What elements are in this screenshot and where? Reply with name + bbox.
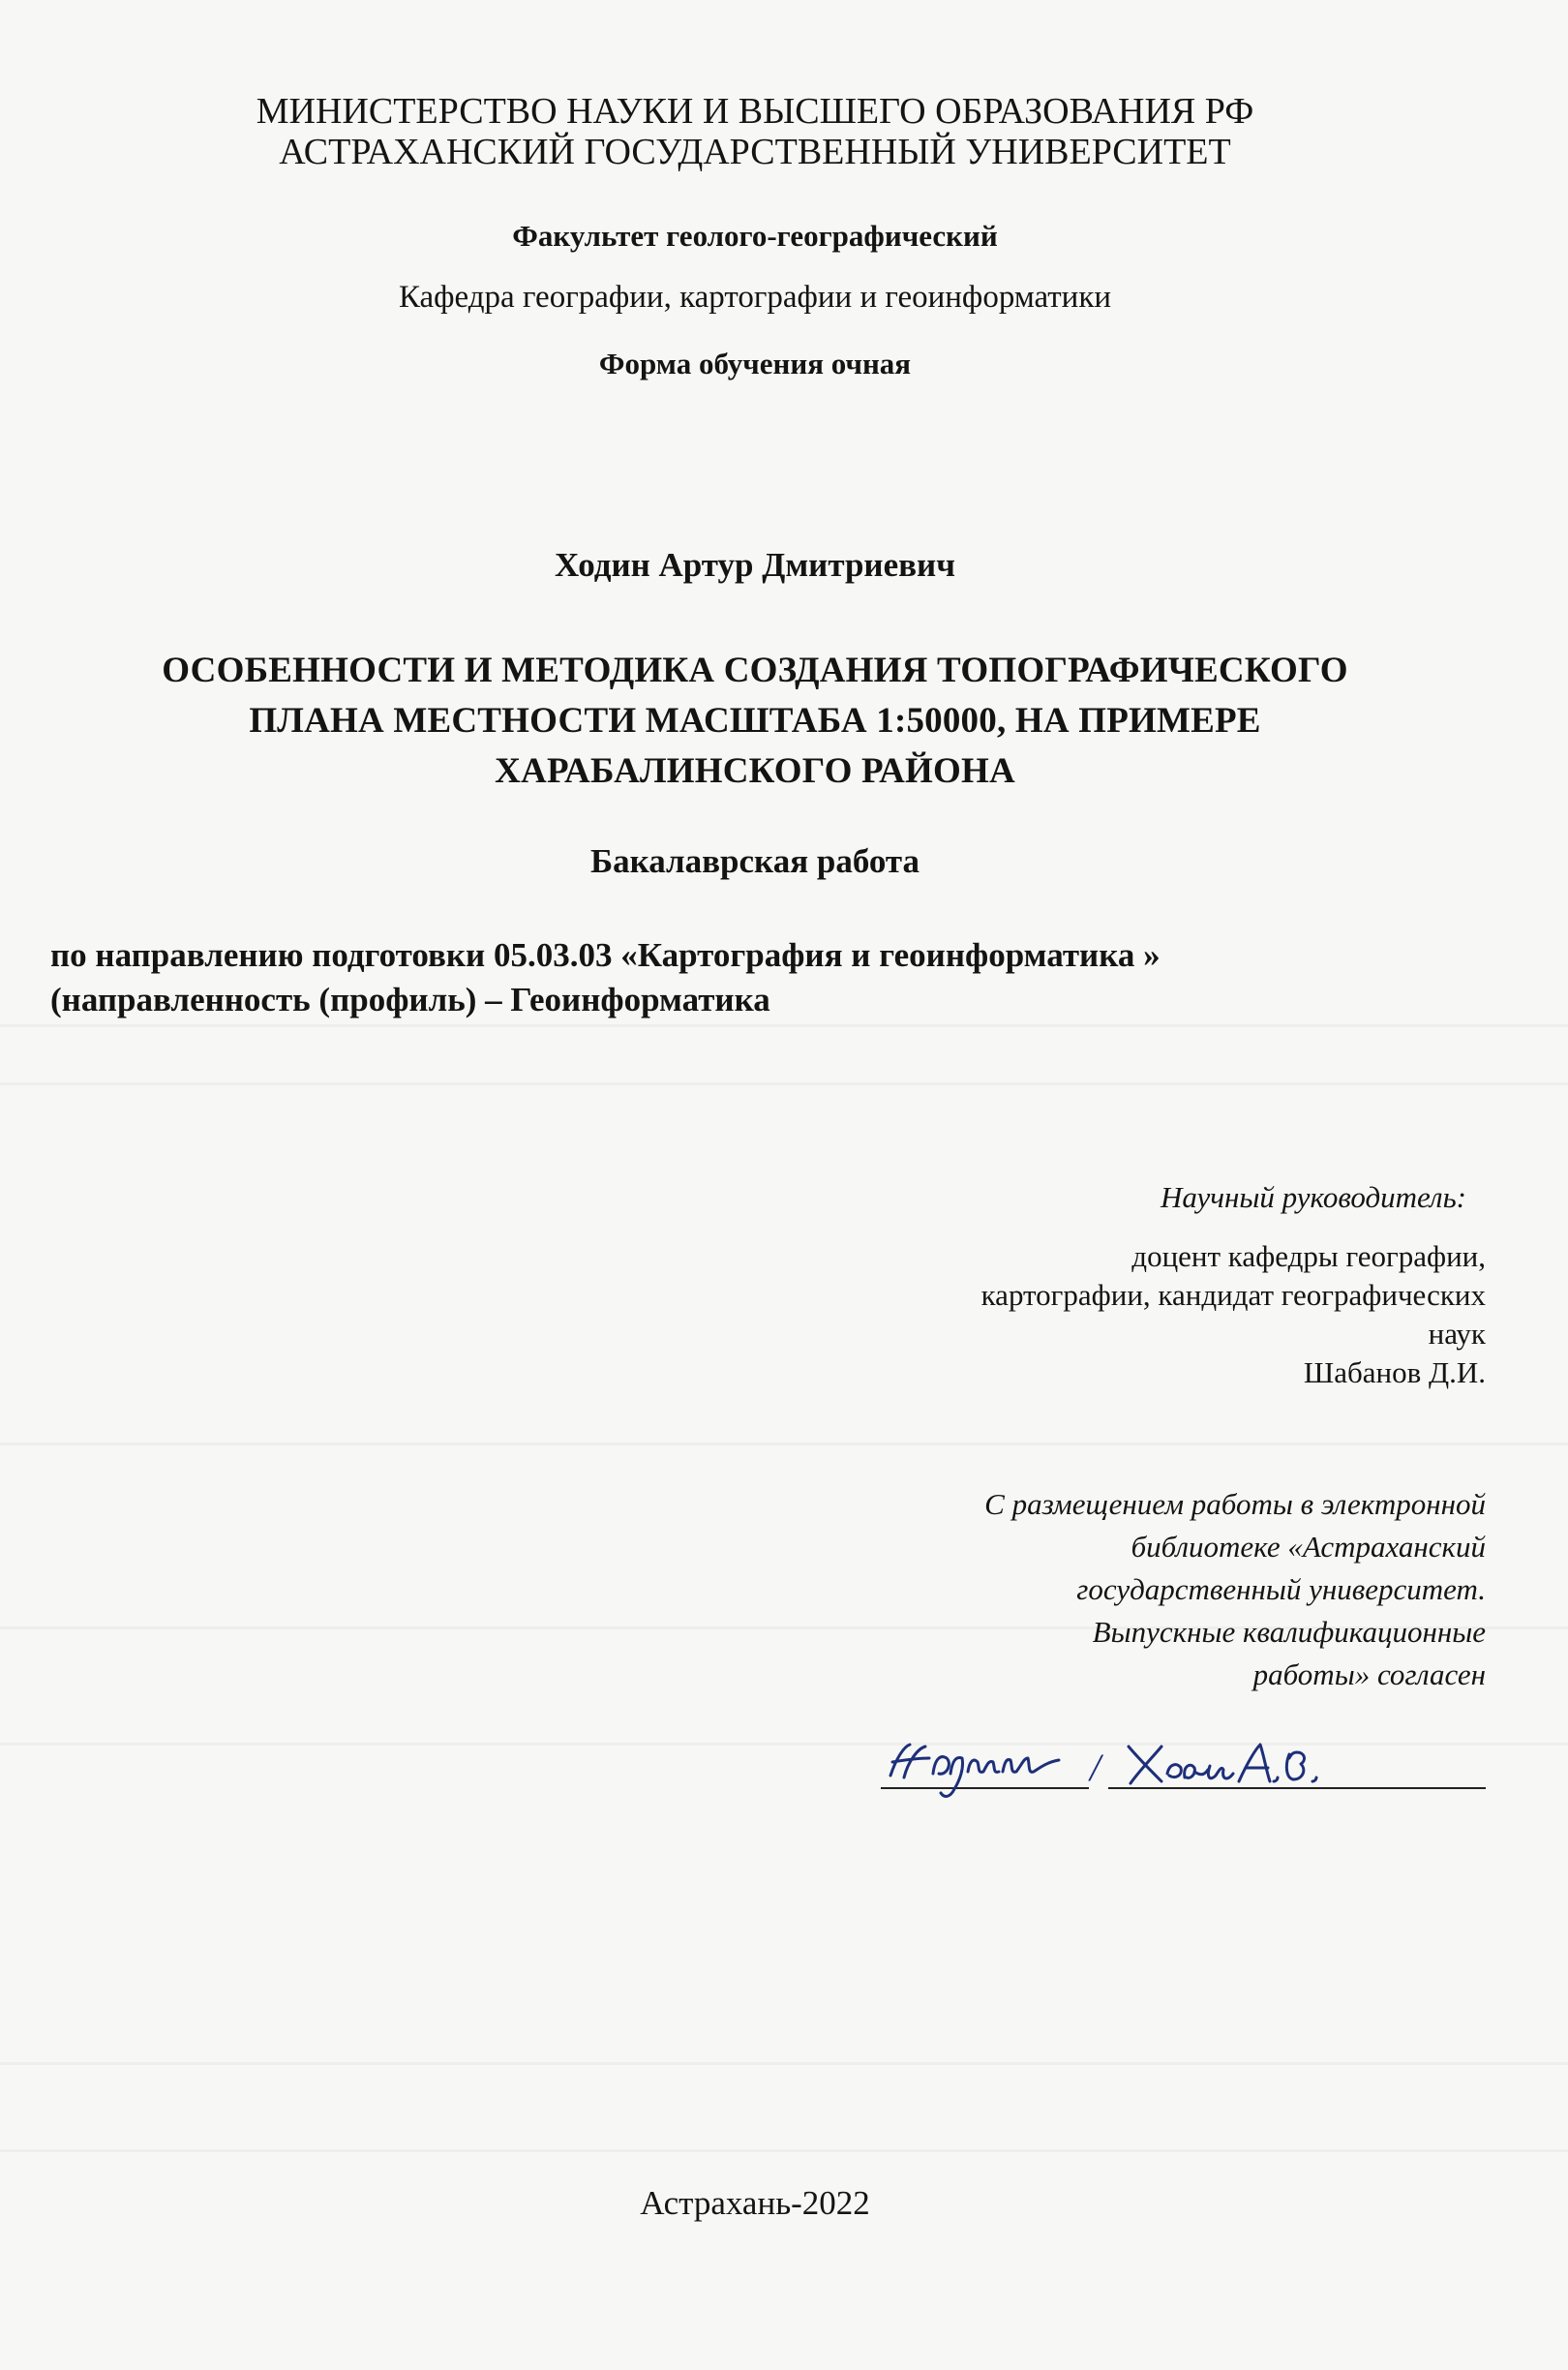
consent-line-1: С размещением работы в электронной	[984, 1487, 1486, 1521]
faculty-label: Факультет геолого-географический	[512, 219, 998, 253]
study-direction-line-2: (направленность (профиль) – Геоинформатика	[50, 981, 770, 1018]
consent-line-4: Выпускные квалификационные	[1092, 1615, 1486, 1649]
signature-separator: /	[1090, 1746, 1101, 1789]
thesis-title-line-1: ОСОБЕННОСТИ И МЕТОДИКА СОЗДАНИЯ ТОПОГРАФИЧЕСКОГО	[162, 651, 1348, 690]
handwritten-signature	[883, 1729, 1086, 1807]
thesis-title-line-3: ХАРАБАЛИНСКОГО РАЙОНА	[495, 751, 1015, 791]
work-type: Бакалаврская работа	[589, 842, 920, 880]
consent-line-2: библиотеке «Астраханский	[1131, 1530, 1486, 1564]
author-name: Ходин Артур Дмитриевич	[555, 546, 955, 584]
consent-line-5: работы» согласен	[1252, 1657, 1486, 1691]
department-label: Кафедра географии, картографии и геоинформатики	[398, 280, 1112, 315]
ministry-heading: МИНИСТЕРСТВО НАУКИ И ВЫСШЕГО ОБРАЗОВАНИЯ РФ	[256, 91, 1254, 132]
bleed-through-line	[0, 1082, 1568, 1085]
supervisor-heading: Научный руководитель:	[1161, 1180, 1466, 1214]
supervisor-name: Шабанов Д.И.	[1303, 1355, 1486, 1389]
study-direction-line-1: по направлению подготовки 05.03.03 «Картография и геоинформатика »	[50, 936, 1161, 974]
bleed-through-line	[0, 1443, 1568, 1445]
city-year: Астрахань-2022	[640, 2184, 870, 2222]
supervisor-position-line-2: картографии, кандидат географических	[980, 1278, 1486, 1312]
supervisor-position-line-1: доцент кафедры географии,	[1131, 1239, 1486, 1273]
bleed-through-line	[0, 2062, 1568, 2065]
bleed-through-line	[0, 2149, 1568, 2152]
handwritten-name	[1123, 1731, 1374, 1799]
study-form-label: Форма обучения очная	[598, 347, 912, 380]
consent-line-3: государственный университет.	[1076, 1572, 1486, 1606]
bleed-through-line	[0, 1024, 1568, 1027]
supervisor-position-line-3: наук	[1428, 1317, 1486, 1351]
university-heading: АСТРАХАНСКИЙ ГОСУДАРСТВЕННЫЙ УНИВЕРСИТЕТ	[279, 132, 1231, 172]
thesis-title-line-2: ПЛАНА МЕСТНОСТИ МАСШТАБА 1:50000, НА ПРИМЕРЕ	[249, 701, 1261, 741]
